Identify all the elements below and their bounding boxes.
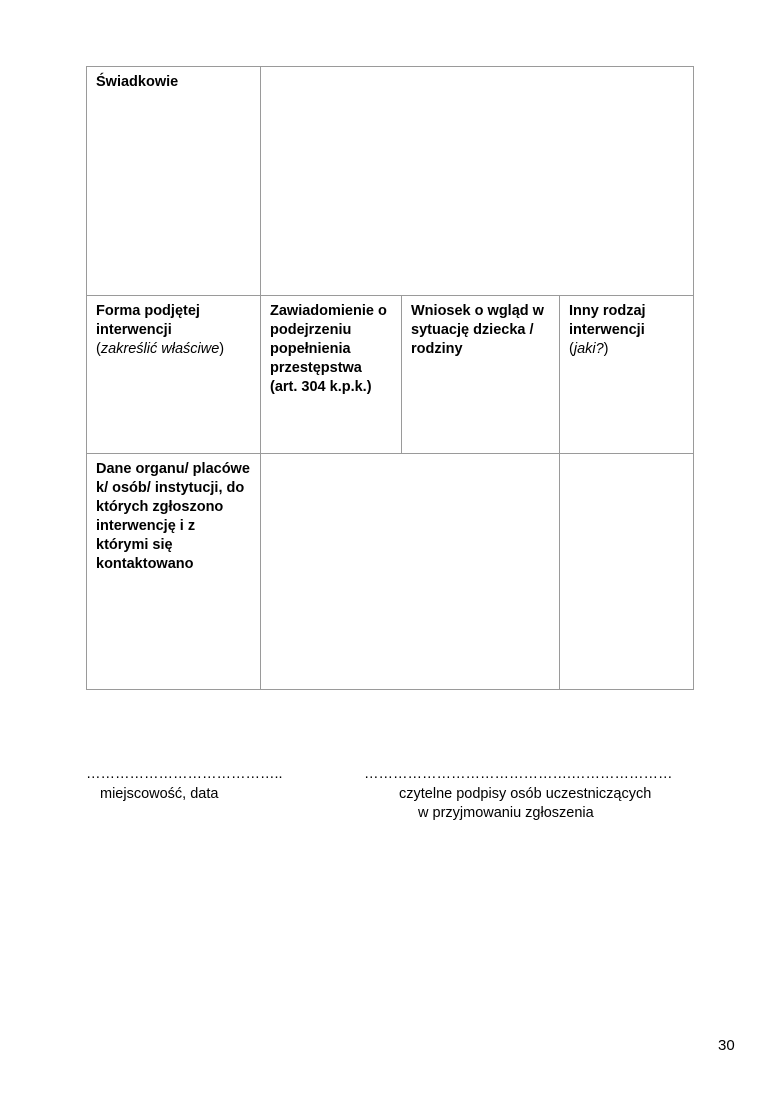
signatures-caption-line2: w przyjmowaniu zgłoszenia xyxy=(418,805,594,821)
intervention-form-hint: (zakreślić właściwe) xyxy=(96,341,225,357)
authorities-extra-field[interactable] xyxy=(560,454,694,690)
place-date-line: ………………………………….. xyxy=(86,766,283,782)
witnesses-field[interactable] xyxy=(261,67,694,296)
intervention-form-row xyxy=(87,296,694,454)
option-other-label: Inny rodzaj interwencji xyxy=(569,303,646,338)
signatures-caption-line1: czytelne podpisy osób uczestniczących xyxy=(399,786,652,802)
option-crime-notification[interactable]: Zawiadomienie o podejrzeniu popełnienia przestępstwa (art. 304 k.p.k.) xyxy=(261,296,402,454)
authorities-field[interactable] xyxy=(261,454,560,690)
authorities-label: Dane organu/ placówe k/ osób/ instytucji, do których zgłoszono interwencję i z którymi się kontaktowano xyxy=(87,454,261,690)
page-number: 30 xyxy=(718,1037,735,1054)
intervention-form-table xyxy=(86,66,694,690)
signatures-line: …………………………………….………………… xyxy=(364,766,673,782)
option-custody-review-request[interactable]: Wniosek o wgląd w sytuację dziecka / rodziny xyxy=(402,296,560,454)
option-other-intervention[interactable] xyxy=(560,296,694,454)
witnesses-label: Świadkowie xyxy=(87,67,261,296)
option-other-hint: (jaki?) xyxy=(569,341,609,357)
authorities-row xyxy=(87,454,694,690)
witnesses-row xyxy=(87,67,694,296)
intervention-form-title: Forma podjętej interwencji xyxy=(96,303,200,338)
intervention-form-label xyxy=(87,296,261,454)
place-date-caption: miejscowość, data xyxy=(100,786,219,802)
